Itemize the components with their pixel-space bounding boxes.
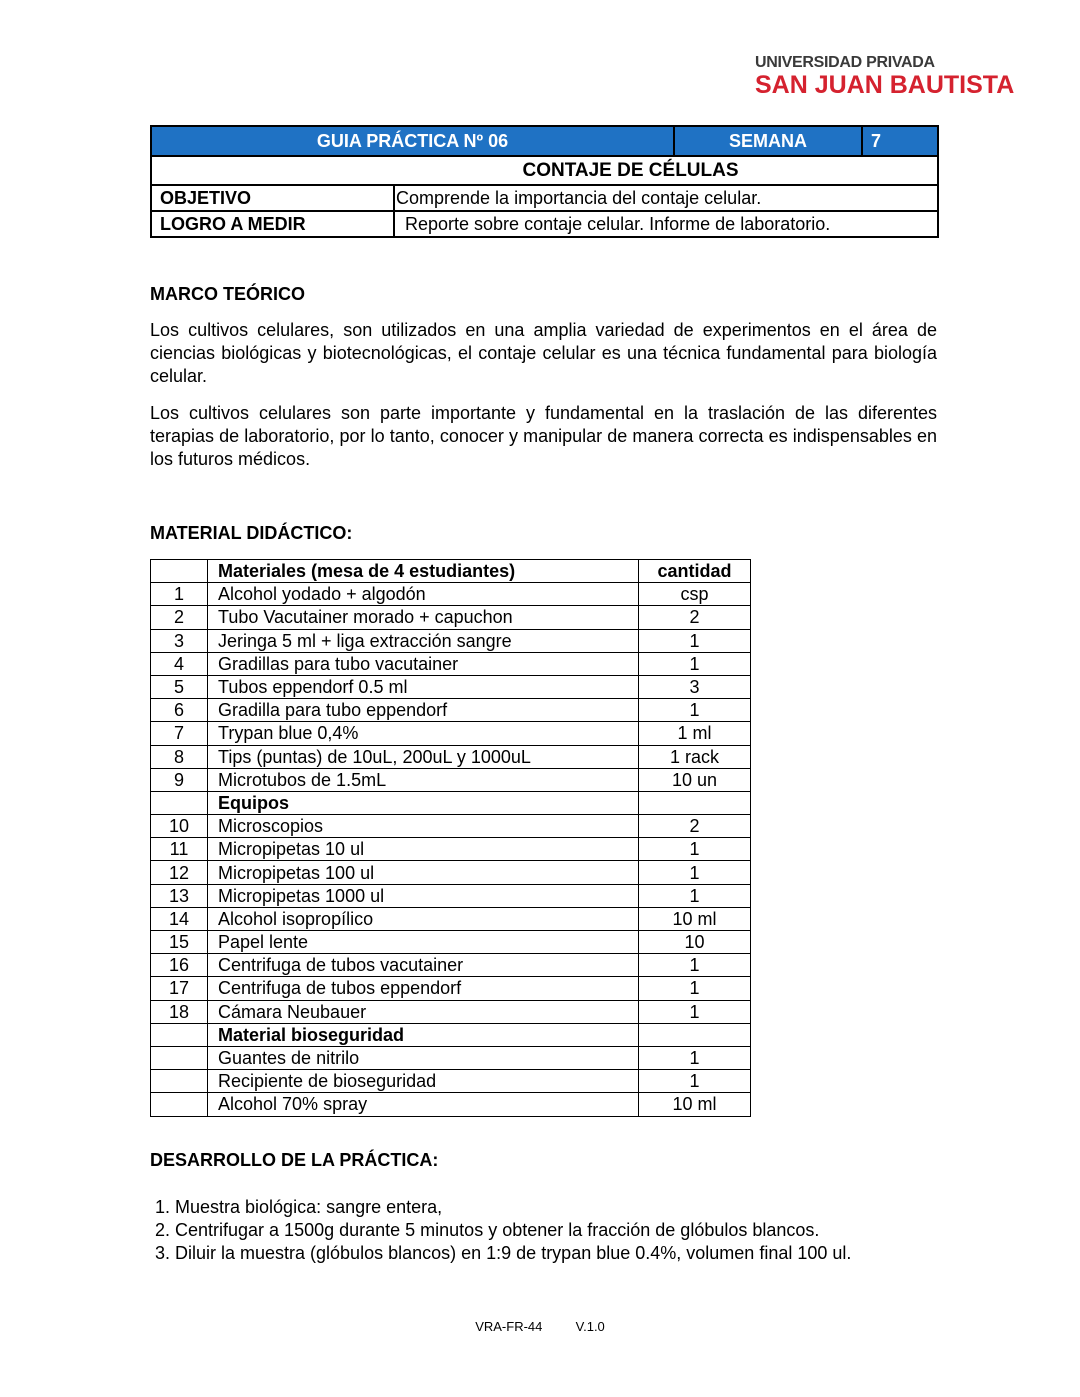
- step-item: 2. Centrifugar a 1500g durante 5 minutos y obtener la fracción de glóbulos blancos.: [175, 1219, 851, 1242]
- table-row: [151, 815, 751, 838]
- item-description: Guantes de nitrilo: [208, 1046, 639, 1069]
- table-row: [151, 699, 751, 722]
- guide-header-table: [150, 125, 939, 238]
- item-number: 8: [151, 745, 208, 768]
- item-description: Cámara Neubauer: [208, 1000, 639, 1023]
- item-quantity: 1: [639, 1046, 751, 1069]
- item-quantity: [639, 791, 751, 814]
- item-number: [151, 791, 208, 814]
- item-number: [151, 1023, 208, 1046]
- step-item: 3. Diluir la muestra (glóbulos blancos) en 1:9 de trypan blue 0.4%, volumen final 100 ul.: [175, 1242, 851, 1265]
- item-number: [151, 1046, 208, 1069]
- table-row: [151, 652, 751, 675]
- item-description: Micropipetas 100 ul: [208, 861, 639, 884]
- logo-line2: SAN JUAN BAUTISTA: [755, 71, 1015, 99]
- week-label: SEMANA: [674, 126, 862, 156]
- item-number: [151, 1093, 208, 1116]
- table-row: [151, 745, 751, 768]
- goal-text: Reporte sobre contaje celular. Informe de laboratorio.: [394, 211, 938, 237]
- item-quantity: 3: [639, 675, 751, 698]
- objective-text: Comprende la importancia del contaje celular.: [394, 185, 938, 211]
- item-quantity: 10: [639, 931, 751, 954]
- table-row: [151, 861, 751, 884]
- table-row: [151, 931, 751, 954]
- table-row: [151, 722, 751, 745]
- item-number: 16: [151, 954, 208, 977]
- guide-number: GUIA PRÁCTICA Nº 06: [151, 126, 674, 156]
- item-number: 6: [151, 699, 208, 722]
- item-number: 10: [151, 815, 208, 838]
- item-quantity: 1 rack: [639, 745, 751, 768]
- item-description: Micropipetas 10 ul: [208, 838, 639, 861]
- marco-paragraph-1: Los cultivos celulares, son utilizados en una amplia variedad de experimentos en el área de ciencias biológicas y biotecnológicas, el contaje celular es una técnica fundamental para biología celular.: [150, 320, 937, 386]
- item-description: Jeringa 5 ml + liga extracción sangre: [208, 629, 639, 652]
- item-quantity: 1: [639, 652, 751, 675]
- col-qty-header: cantidad: [639, 560, 751, 583]
- item-description: Alcohol 70% spray: [208, 1093, 639, 1116]
- goal-label: LOGRO A MEDIR: [151, 211, 394, 237]
- item-description: Microscopios: [208, 815, 639, 838]
- item-quantity: 2: [639, 606, 751, 629]
- week-number: 7: [862, 126, 938, 156]
- item-description: Tips (puntas) de 10uL, 200uL y 1000uL: [208, 745, 639, 768]
- item-quantity: [639, 1023, 751, 1046]
- table-header-row: [151, 560, 751, 583]
- item-description: Tubo Vacutainer morado + capuchon: [208, 606, 639, 629]
- item-description: Tubos eppendorf 0.5 ml: [208, 675, 639, 698]
- item-description: Micropipetas 1000 ul: [208, 884, 639, 907]
- item-description: Papel lente: [208, 931, 639, 954]
- item-number: 11: [151, 838, 208, 861]
- item-description: Gradillas para tubo vacutainer: [208, 652, 639, 675]
- material-heading: MATERIAL DIDÁCTICO:: [150, 523, 353, 543]
- item-number: [151, 1070, 208, 1093]
- item-description: Equipos: [208, 791, 639, 814]
- item-number: 15: [151, 931, 208, 954]
- item-description: Recipiente de bioseguridad: [208, 1070, 639, 1093]
- item-description: Gradilla para tubo eppendorf: [208, 699, 639, 722]
- item-number: 3: [151, 629, 208, 652]
- item-description: Microtubos de 1.5mL: [208, 768, 639, 791]
- item-number: 12: [151, 861, 208, 884]
- table-row: [151, 606, 751, 629]
- item-number: 13: [151, 884, 208, 907]
- item-description: Trypan blue 0,4%: [208, 722, 639, 745]
- table-row: [151, 954, 751, 977]
- item-number: 5: [151, 675, 208, 698]
- practice-title: CONTAJE DE CÉLULAS: [151, 156, 938, 185]
- table-row: [151, 768, 751, 791]
- university-logo: [755, 54, 1014, 98]
- table-row: [151, 884, 751, 907]
- item-quantity: 1: [639, 1070, 751, 1093]
- table-row: [151, 1093, 751, 1116]
- form-version: V.1.0: [575, 1319, 605, 1334]
- table-row: [151, 977, 751, 1000]
- item-quantity: 1: [639, 884, 751, 907]
- item-description: Alcohol isopropílico: [208, 907, 639, 930]
- item-number: 4: [151, 652, 208, 675]
- item-number: 17: [151, 977, 208, 1000]
- steps-list: [150, 1196, 851, 1265]
- item-quantity: 2: [639, 815, 751, 838]
- table-row: [151, 629, 751, 652]
- table-section-row: [151, 1023, 751, 1046]
- item-quantity: 1: [639, 1000, 751, 1023]
- item-quantity: 1: [639, 954, 751, 977]
- table-row: [151, 1000, 751, 1023]
- item-number: 9: [151, 768, 208, 791]
- item-number: 2: [151, 606, 208, 629]
- item-description: Centrifuga de tubos eppendorf: [208, 977, 639, 1000]
- table-row: [151, 1070, 751, 1093]
- item-quantity: 1 ml: [639, 722, 751, 745]
- table-row: [151, 1046, 751, 1069]
- materials-table: [150, 559, 751, 1117]
- marco-heading: MARCO TEÓRICO: [150, 284, 305, 304]
- table-section-row: [151, 791, 751, 814]
- item-number: 14: [151, 907, 208, 930]
- item-quantity: 1: [639, 629, 751, 652]
- item-quantity: 1: [639, 838, 751, 861]
- item-quantity: 10 un: [639, 768, 751, 791]
- logo-line1: UNIVERSIDAD PRIVADA: [755, 54, 935, 71]
- item-quantity: 10 ml: [639, 1093, 751, 1116]
- item-description: Centrifuga de tubos vacutainer: [208, 954, 639, 977]
- item-number: 1: [151, 583, 208, 606]
- item-quantity: 1: [639, 861, 751, 884]
- form-code: VRA-FR-44: [475, 1319, 543, 1334]
- table-row: [151, 838, 751, 861]
- step-item: 1. Muestra biológica: sangre entera,: [175, 1196, 851, 1219]
- desarrollo-heading: DESARROLLO DE LA PRÁCTICA:: [150, 1150, 439, 1170]
- item-quantity: 10 ml: [639, 907, 751, 930]
- footer: [0, 1319, 1080, 1334]
- item-quantity: 1: [639, 977, 751, 1000]
- table-row: [151, 675, 751, 698]
- item-quantity: 1: [639, 699, 751, 722]
- table-row: [151, 583, 751, 606]
- marco-paragraph-2: Los cultivos celulares son parte importante y fundamental en la traslación de las diferentes terapias de laboratorio, por lo tanto, conocer y manipular de manera correcta es indispensables en los futuros médicos.: [150, 403, 937, 469]
- table-row: [151, 907, 751, 930]
- item-quantity: csp: [639, 583, 751, 606]
- objective-label: OBJETIVO: [151, 185, 394, 211]
- item-number: 18: [151, 1000, 208, 1023]
- item-description: Material bioseguridad: [208, 1023, 639, 1046]
- col-desc-header: Materiales (mesa de 4 estudiantes): [208, 560, 639, 583]
- item-number: 7: [151, 722, 208, 745]
- item-description: Alcohol yodado + algodón: [208, 583, 639, 606]
